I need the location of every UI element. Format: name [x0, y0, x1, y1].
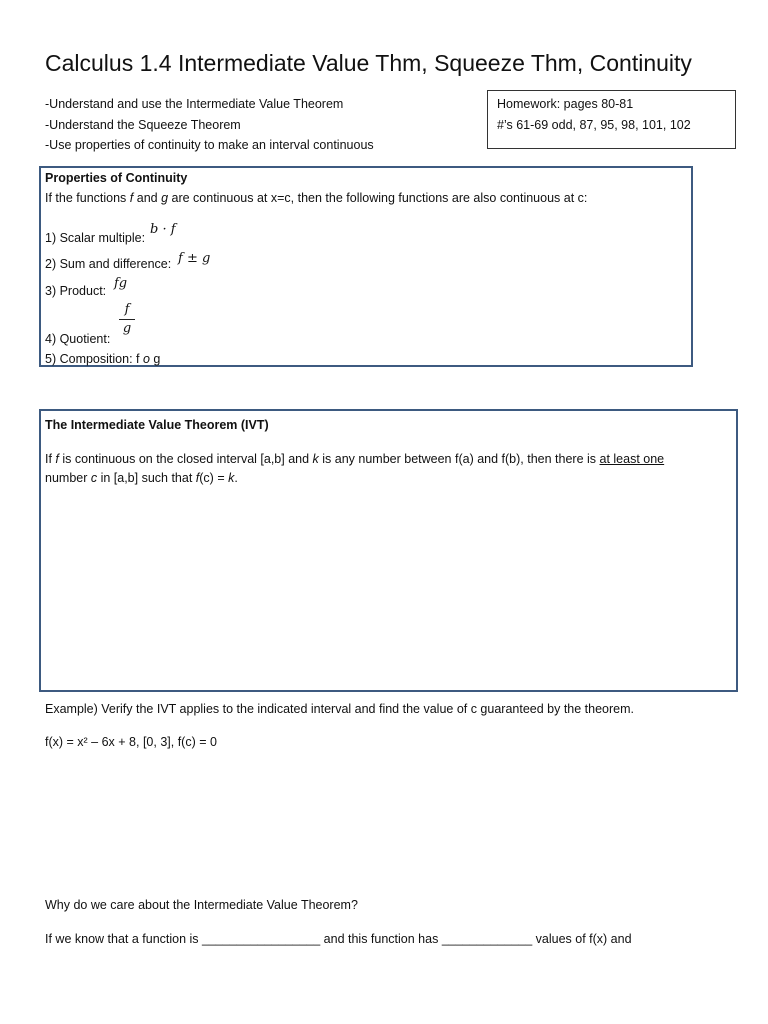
- product-formula: fg: [114, 276, 128, 291]
- homework-problems: #’s 61-69 odd, 87, 95, 98, 101, 102: [497, 118, 691, 132]
- why-question: Why do we care about the Intermediate Value Theorem?: [45, 898, 358, 912]
- continuity-intro: If the functions f and g are continuous at x=c, then the following functions are also continuous at c:: [45, 191, 588, 205]
- property-scalar-multiple: 1) Scalar multiple:: [45, 231, 146, 245]
- why-statement: If we know that a function is _________________ and this function has _____________ values of f(x) and: [45, 932, 632, 946]
- page-title: Calculus 1.4 Intermediate Value Thm, Squeeze Thm, Continuity: [45, 50, 692, 76]
- ivt-statement-line1: If f is continuous on the closed interval [a,b] and k is any number between f(a) and f(b), then there is at least one: [45, 452, 665, 466]
- ivt-heading: The Intermediate Value Theorem (IVT): [45, 418, 269, 432]
- objective-1: -Understand and use the Intermediate Value Theorem: [45, 97, 344, 111]
- fraction-bar: [119, 319, 135, 320]
- continuity-heading: Properties of Continuity: [45, 171, 188, 185]
- quotient-denominator: g: [122, 321, 132, 336]
- property-sum-difference: 2) Sum and difference:: [45, 257, 172, 271]
- objective-3: -Use properties of continuity to make an interval continuous: [45, 138, 374, 152]
- quotient-formula: [117, 302, 137, 337]
- ivt-statement-line2: number c in [a,b] such that f(c) = k.: [45, 471, 238, 485]
- example-function: f(x) = x² – 6x + 8, [0, 3], f(c) = 0: [45, 735, 217, 749]
- property-quotient: 4) Quotient:: [45, 332, 111, 346]
- objective-2: -Understand the Squeeze Theorem: [45, 118, 241, 132]
- scalar-multiple-formula: b · f: [150, 222, 176, 237]
- homework-pages: Homework: pages 80-81: [497, 97, 634, 111]
- quotient-numerator: f: [124, 302, 130, 317]
- example-prompt: Example) Verify the IVT applies to the indicated interval and find the value of c guaranteed by the theorem.: [45, 702, 635, 716]
- property-product: 3) Product:: [45, 284, 107, 298]
- property-composition: 5) Composition: f o g: [45, 352, 161, 366]
- sum-difference-formula: f ± g: [178, 251, 211, 266]
